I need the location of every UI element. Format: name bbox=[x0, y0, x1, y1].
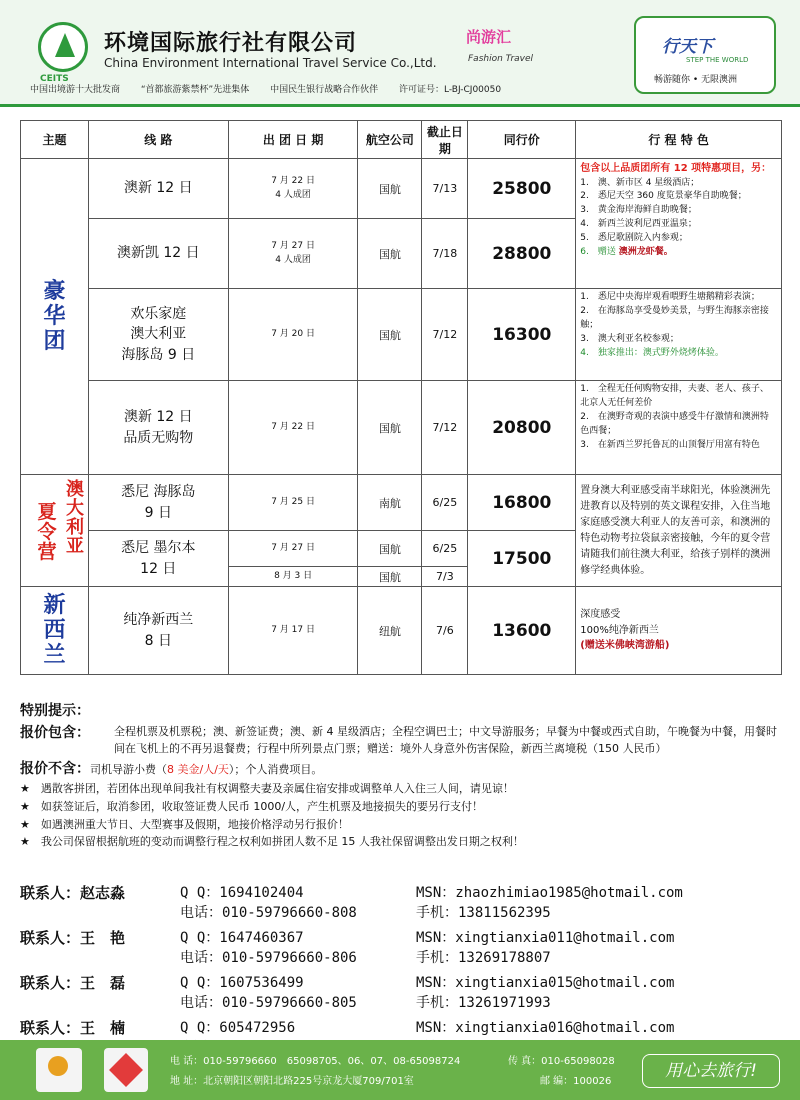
contact-entry bbox=[20, 925, 782, 970]
header-cutoff: 截止日期 bbox=[422, 121, 468, 159]
route-line: 纯净新西兰 bbox=[123, 612, 194, 629]
route-line: 海豚岛 9 日 bbox=[121, 346, 196, 363]
date-cell: 7 月 25 日 bbox=[228, 475, 358, 531]
contact-msn: MSN：xingtianxia015@hotmail.com bbox=[416, 975, 675, 991]
feature-item: 1. 悉尼中央海岸观看喂野生塘鹅精彩表演； bbox=[580, 292, 760, 302]
contact-qq: Q Q：1607536499 bbox=[180, 975, 304, 991]
contact-list bbox=[20, 880, 782, 1060]
header-date: 出 团 日 期 bbox=[228, 121, 358, 159]
header-theme: 主题 bbox=[21, 121, 89, 159]
features-family bbox=[576, 289, 782, 381]
date-cell: 8 月 3 日 bbox=[228, 567, 358, 587]
route-cell bbox=[88, 587, 228, 675]
price-cell: 16800 bbox=[468, 475, 576, 531]
date-cell: 7 月 22 日 bbox=[228, 381, 358, 475]
contact-qq: Q Q：1647460367 bbox=[180, 930, 304, 946]
table-row bbox=[21, 159, 782, 219]
brand-name-en: STEP THE WORLD bbox=[686, 56, 749, 64]
route-cell bbox=[88, 289, 228, 381]
honor-2: “首都旅游紫禁杯”先进集体 bbox=[140, 85, 250, 95]
notes-title: 特别提示： bbox=[20, 703, 90, 719]
category-australia-label: 澳大利亚 bbox=[66, 479, 84, 557]
route-line: 欢乐家庭 bbox=[130, 306, 187, 323]
route-line: 悉尼 海豚岛 bbox=[121, 484, 196, 501]
feature-item: 2. 悉尼天空 360 度览景豪华自助晚餐； bbox=[580, 191, 747, 202]
feature-gift: 澳洲龙虾餐。 bbox=[618, 247, 673, 258]
features-summer-camp: 置身澳大利亚感受南半球阳光，体验澳洲先进教育以及特别的英文课程安排，入住当地家庭感受澳大利亚人的友善可亲，和澳洲的特色动物考拉袋鼠亲密接触，今年的夏令营请随我们前往澳大利亚，给孩子别样的澳洲修学经典体验。 bbox=[576, 475, 782, 587]
route-line: 9 日 bbox=[144, 504, 172, 521]
feature-item: 2. 在海豚岛享受曼妙美景，与野生海豚亲密接触； bbox=[580, 305, 769, 330]
route-line: 悉尼 墨尔本 bbox=[121, 540, 196, 557]
features-new-zealand bbox=[576, 587, 782, 675]
feature-item: 1. 澳、新市区 4 星级酒店； bbox=[580, 177, 700, 188]
table-row bbox=[21, 475, 782, 531]
table-row bbox=[21, 381, 782, 475]
cutoff-cell: 6/25 bbox=[422, 531, 468, 567]
contact-qq: Q Q：1694102404 bbox=[180, 885, 304, 901]
excludes-text-c: ）；个人消费项目。 bbox=[228, 762, 323, 776]
contact-qq: Q Q：605472956 bbox=[180, 1020, 296, 1036]
feature-item bbox=[580, 246, 777, 260]
feature-heading: 包含以上品质团所有 12 项特惠项目，另： bbox=[580, 163, 772, 174]
brand-name: 行天下 bbox=[662, 37, 713, 57]
honor-1: 中国出境游十大批发商 bbox=[30, 85, 121, 95]
cutoff-cell: 7/12 bbox=[422, 381, 468, 475]
route-cell bbox=[88, 381, 228, 475]
license-number: 许可证号：L-BJ-CJ00050 bbox=[398, 85, 502, 95]
brand-logo bbox=[634, 16, 776, 94]
features-no-shopping bbox=[576, 381, 782, 475]
contact-msn: MSN：xingtianxia016@hotmail.com bbox=[416, 1020, 675, 1036]
date-cell: 7 月 17 日 bbox=[228, 587, 358, 675]
feature-item: 3. 在新西兰罗托鲁瓦的山顶餐厅用富有特色 bbox=[580, 439, 760, 450]
date-cell: 7 月 20 日 bbox=[228, 289, 358, 381]
route-line: 12 日 bbox=[140, 560, 177, 577]
airline-cell: 国航 bbox=[358, 531, 422, 567]
route-line: 品质无购物 bbox=[123, 429, 194, 446]
includes-text: 全程机票及机票税；澳、新签证费；澳、新 4 星级酒店；全程空调巴士；中文导游服务；早餐为中餐或西式自助，午晚餐为中餐，用餐时间在飞机上的不再另退餐费；行程中所列景点门票；赠送：境外人身意外伤害保险，新西兰离境税（150 人民币） bbox=[114, 724, 777, 756]
contact-mobile: 手机：13269178807 bbox=[416, 950, 551, 966]
price-cell: 25800 bbox=[468, 159, 576, 219]
table-row bbox=[21, 289, 782, 381]
fashion-logo-cn: 尚游汇 bbox=[466, 28, 512, 46]
category-camp-label: 夏令营 bbox=[37, 501, 57, 563]
contact-phone: 电话：010-59796660-806 bbox=[180, 950, 357, 966]
company-honors bbox=[30, 82, 519, 95]
table-header-row bbox=[21, 121, 782, 159]
excludes-text-a: 司机导游小费（ bbox=[90, 762, 167, 776]
contact-msn: MSN：zhaozhimiao1985@hotmail.com bbox=[416, 885, 683, 901]
category-nz-label: 新西兰 bbox=[43, 592, 66, 669]
contact-entry bbox=[20, 880, 782, 925]
feature-item: 3. 澳大利亚名校参观； bbox=[580, 333, 679, 344]
route-cell: 澳新 12 日 bbox=[88, 159, 228, 219]
airline-cell: 国航 bbox=[358, 159, 422, 219]
cutoff-cell: 7/12 bbox=[422, 289, 468, 381]
category-summer-camp bbox=[21, 475, 89, 587]
route-cell bbox=[88, 531, 228, 587]
price-includes bbox=[20, 722, 782, 758]
tour-table bbox=[20, 120, 782, 675]
special-notes bbox=[20, 700, 782, 851]
contact-name: 联系人：王 磊 bbox=[20, 974, 126, 992]
airline-cell: 南航 bbox=[358, 475, 422, 531]
logo-text: CEITS bbox=[40, 74, 69, 84]
excludes-tip-amount: 8 美金/人/天 bbox=[167, 762, 229, 776]
contact-msn: MSN：xingtianxia011@hotmail.com bbox=[416, 930, 675, 946]
group-min: 4 人成团 bbox=[275, 189, 311, 200]
cutoff-cell: 7/18 bbox=[422, 219, 468, 289]
cutoff-cell: 7/3 bbox=[422, 567, 468, 587]
header-price: 同行价 bbox=[468, 121, 576, 159]
airline-cell: 纽航 bbox=[358, 587, 422, 675]
fashion-logo-en: Fashion Travel bbox=[468, 54, 534, 64]
brand-slogan: 畅游随你 • 无限澳洲 bbox=[654, 75, 738, 85]
group-min: 4 人成团 bbox=[275, 254, 311, 265]
category-luxury-label: 豪华团 bbox=[43, 278, 66, 355]
footer-phone: 电 话：010-59796660 65098705、06、07、08-65098724 bbox=[170, 1056, 461, 1067]
price-cell: 16300 bbox=[468, 289, 576, 381]
date-value: 7 月 27 日 bbox=[271, 241, 315, 251]
feature-gift: (赠送米佛峡湾游船) bbox=[580, 640, 670, 652]
footer-bar bbox=[0, 1040, 800, 1100]
notice-item: ★ 我公司保留根据航班的变动而调整行程之权利如拼团人数不足 15 人我社保留调整出发日期之权利！ bbox=[20, 835, 524, 849]
fashion-travel-logo bbox=[462, 24, 536, 70]
header-route: 线 路 bbox=[88, 121, 228, 159]
cutoff-cell: 7/13 bbox=[422, 159, 468, 219]
date-cell bbox=[228, 219, 358, 289]
footer-slogan: 用心去旅行! bbox=[642, 1054, 780, 1088]
price-cell: 13600 bbox=[468, 587, 576, 675]
cutoff-cell: 6/25 bbox=[422, 475, 468, 531]
date-value: 7 月 22 日 bbox=[271, 176, 315, 186]
contact-name: 联系人：赵志淼 bbox=[20, 884, 126, 902]
contact-phone: 电话：010-59796660-805 bbox=[180, 995, 357, 1011]
airline-cell: 国航 bbox=[358, 289, 422, 381]
notice-item: ★ 遇散客拼团，若团体出现单间我社有权调整夫妻及亲属住宿安排或调整单人入住三人间，请见谅！ bbox=[20, 782, 514, 796]
route-cell bbox=[88, 475, 228, 531]
feature-item: 2. 在澳野奇观的表演中感受牛仔激情和澳洲特色西餐； bbox=[580, 411, 769, 436]
feature-item: 4. 独家推出：澳式野外烧烤体验。 bbox=[580, 347, 724, 358]
route-cell: 澳新凯 12 日 bbox=[88, 219, 228, 289]
feature-item: 1. 全程无任何购物安排，夫妻、老人、孩子、北京人无任何差价 bbox=[580, 384, 769, 408]
contact-name: 联系人：王 艳 bbox=[20, 929, 126, 947]
partner-logo-icon bbox=[104, 1048, 148, 1092]
features-luxury bbox=[576, 159, 782, 289]
contact-name: 联系人：王 楠 bbox=[20, 1019, 126, 1037]
feature-item: 深度感受 bbox=[580, 609, 621, 621]
contact-mobile: 手机：13261971993 bbox=[416, 995, 551, 1011]
header-features: 行 程 特 色 bbox=[576, 121, 782, 159]
contact-entry bbox=[20, 970, 782, 1015]
company-logo-icon bbox=[38, 22, 88, 72]
footer-address: 地 址：北京朝阳区朝阳北路225号京龙大厦709/701室 bbox=[170, 1076, 414, 1087]
contact-phone: 电话：010-59796660-808 bbox=[180, 905, 357, 921]
header-banner bbox=[0, 0, 800, 104]
company-name-en: China Environment International Travel Service Co.,Ltd. bbox=[104, 56, 437, 70]
category-luxury bbox=[21, 159, 89, 475]
notice-item: ★ 如获签证后，取消参团，收取签证费人民币 1000/人，产生机票及地接损失的要另行支付！ bbox=[20, 799, 484, 813]
feature-item: 4. 新西兰波利尼西亚温泉； bbox=[580, 219, 697, 230]
footer-zip: 邮 编：100026 bbox=[540, 1076, 612, 1087]
feature-item: 3. 黄金海岸海鲜自助晚餐； bbox=[580, 205, 697, 216]
price-excludes bbox=[20, 758, 782, 780]
notice-item: ★ 如遇澳洲重大节日、大型赛事及假期，地接价格浮动另行报价！ bbox=[20, 817, 349, 831]
route-line: 8 日 bbox=[144, 632, 172, 649]
price-cell: 28800 bbox=[468, 219, 576, 289]
footer-fax: 传 真：010-65098028 bbox=[508, 1056, 615, 1067]
partner-logo-icon bbox=[36, 1048, 82, 1092]
route-line: 澳新 12 日 bbox=[123, 409, 193, 426]
contact-mobile: 手机：13811562395 bbox=[416, 905, 551, 921]
airline-cell: 国航 bbox=[358, 567, 422, 587]
category-new-zealand bbox=[21, 587, 89, 675]
includes-label: 报价包含： bbox=[20, 725, 90, 742]
feature-gift-num: 6. 赠送 bbox=[580, 247, 616, 258]
feature-item: 5. 悉尼歌剧院入内参观； bbox=[580, 233, 688, 244]
route-line: 澳大利亚 bbox=[130, 326, 187, 343]
honor-3: 中国民生银行战略合作伙伴 bbox=[270, 85, 379, 95]
price-cell: 20800 bbox=[468, 381, 576, 475]
date-cell bbox=[228, 159, 358, 219]
excludes-label: 报价不含： bbox=[20, 760, 90, 777]
table-row bbox=[21, 587, 782, 675]
airline-cell: 国航 bbox=[358, 381, 422, 475]
feature-item: 100%纯净新西兰 bbox=[580, 624, 659, 636]
airline-cell: 国航 bbox=[358, 219, 422, 289]
date-cell: 7 月 27 日 bbox=[228, 531, 358, 567]
price-cell: 17500 bbox=[468, 531, 576, 587]
cutoff-cell: 7/6 bbox=[422, 587, 468, 675]
header-airline: 航空公司 bbox=[358, 121, 422, 159]
company-name-cn: 环境国际旅行社有限公司 bbox=[104, 31, 358, 56]
divider bbox=[0, 104, 800, 107]
